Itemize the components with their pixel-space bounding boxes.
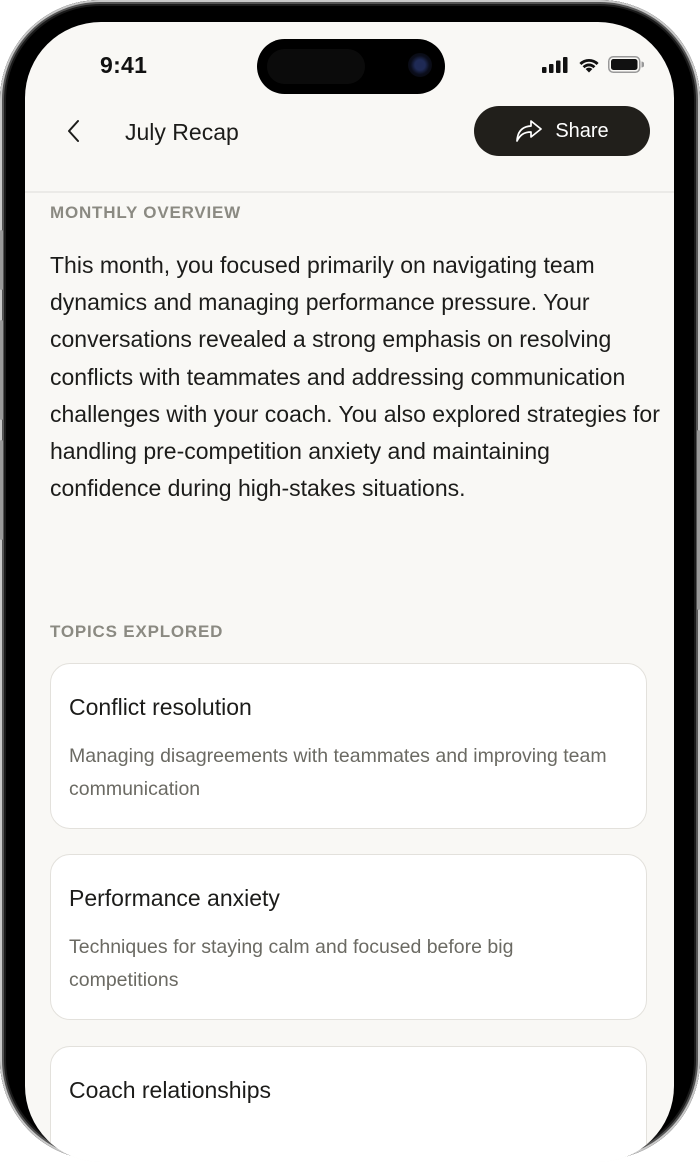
side-button (0, 440, 3, 540)
share-label: Share (555, 119, 609, 142)
side-button (0, 320, 3, 420)
topic-card[interactable] (50, 1046, 647, 1162)
topics-explored-label: TOPICS EXPLORED (50, 622, 224, 641)
status-icons (542, 56, 644, 73)
page-title: July Recap (125, 119, 239, 145)
share-arrow-icon (515, 119, 543, 143)
app-screen (25, 22, 674, 1162)
topic-title: Coach relationships (69, 1077, 272, 1103)
monthly-overview-label: MONTHLY OVERVIEW (50, 203, 242, 222)
topic-description: Managing disagreements with teammates and improving team communication (69, 745, 607, 800)
wifi-icon (577, 56, 601, 73)
sensor-icon (267, 49, 365, 84)
status-time: 9:41 (100, 52, 148, 78)
share-button[interactable] (474, 106, 650, 156)
dynamic-island (257, 39, 445, 94)
cellular-signal-icon (542, 57, 570, 73)
topic-card[interactable] (50, 663, 647, 829)
header-divider (25, 191, 674, 193)
topic-title: Performance anxiety (69, 885, 280, 911)
back-button[interactable] (61, 118, 87, 144)
topic-title: Conflict resolution (69, 694, 252, 720)
nav-header (25, 104, 674, 194)
side-button (0, 230, 3, 290)
battery-icon (608, 56, 644, 73)
chevron-left-icon (61, 118, 87, 144)
topic-card[interactable] (50, 854, 647, 1020)
topic-description: Techniques for staying calm and focused before big competitions (69, 936, 514, 991)
camera-icon (408, 53, 432, 77)
monthly-overview-text: This month, you focused primarily on navigating team dynamics and managing performance pressure. Your conversations revealed a strong emphasis on resolving conflicts with teammates and addressing communication challenges with your coach. You also explored strategies for handling pre-competition anxiety and maintaining confidence during high-stakes situations. (50, 252, 660, 502)
